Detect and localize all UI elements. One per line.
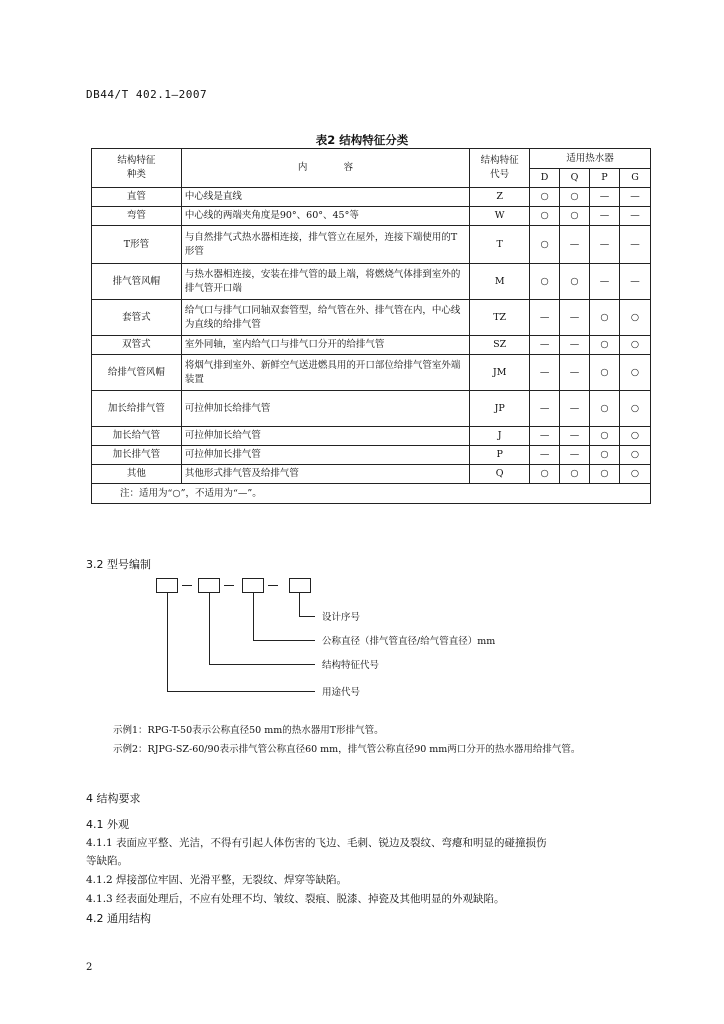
row-code: M	[470, 264, 530, 300]
header-code-line2: 代号	[490, 169, 510, 180]
label-structure-code: 结构特征代号	[322, 660, 380, 671]
header-type-line2: 种类	[126, 169, 146, 180]
row-applicability: —	[619, 188, 650, 207]
row-applicability: —	[530, 427, 560, 446]
row-applicability: ○	[530, 188, 560, 207]
row-code: Q	[470, 465, 530, 484]
table-row	[92, 188, 651, 207]
row-applicability: ○	[530, 465, 560, 484]
row-content: 可拉伸加长排气管	[181, 446, 469, 465]
row-applicability: —	[560, 300, 590, 336]
row-code: W	[470, 207, 530, 226]
row-type: 套管式	[92, 300, 182, 336]
table-row	[92, 446, 651, 465]
row-applicability: —	[560, 355, 590, 391]
table-row	[92, 264, 651, 300]
row-applicability: —	[530, 300, 560, 336]
row-content: 室外同轴，室内给气口与排气口分开的给排气管	[181, 336, 469, 355]
header-col-q: Q	[560, 169, 590, 188]
row-applicability: ○	[590, 391, 620, 427]
header-col-g: G	[619, 169, 650, 188]
header-code-line1: 结构特征	[480, 155, 519, 166]
row-content: 中心线的两端夹角度是90°、60°、45°等	[181, 207, 469, 226]
table-row	[92, 336, 651, 355]
row-applicability: ○	[560, 465, 590, 484]
row-code: Z	[470, 188, 530, 207]
separator-dash	[182, 585, 192, 586]
table-row	[92, 391, 651, 427]
row-code: J	[470, 427, 530, 446]
row-code: T	[470, 226, 530, 264]
row-code: TZ	[470, 300, 530, 336]
row-type: 弯管	[92, 207, 182, 226]
leader-line	[167, 593, 168, 691]
row-applicability: —	[590, 207, 620, 226]
leader-line	[209, 664, 315, 665]
row-applicability: ○	[590, 446, 620, 465]
row-applicability: ○	[530, 264, 560, 300]
table-row	[92, 226, 651, 264]
row-applicability: —	[619, 226, 650, 264]
row-applicability: —	[530, 391, 560, 427]
separator-dash	[268, 585, 278, 586]
row-applicability: —	[560, 446, 590, 465]
label-usage-code: 用途代号	[322, 687, 361, 698]
table-row	[92, 465, 651, 484]
standard-number: DB44/T 402.1—2007	[86, 88, 208, 101]
header-code	[470, 149, 530, 188]
section-4-2-title: 4.2 通用结构	[86, 912, 151, 925]
table-row	[92, 207, 651, 226]
code-box-4	[289, 578, 311, 593]
row-applicability: ○	[560, 207, 590, 226]
header-content: 内 容	[181, 149, 469, 188]
row-applicability: ○	[590, 300, 620, 336]
row-content: 可拉伸加长给气管	[181, 427, 469, 446]
row-type: 加长给排气管	[92, 391, 182, 427]
row-type: 给排气管风帽	[92, 355, 182, 391]
table-row	[92, 427, 651, 446]
page-number: 2	[86, 962, 93, 973]
code-box-2	[198, 578, 220, 593]
row-applicability: —	[560, 391, 590, 427]
row-content: 给气口与排气口同轴双套管型，给气管在外、排气管在内，中心线为直线的给排气管	[181, 300, 469, 336]
example-1: 示例1：RPG-T-50表示公称直径50 mm的热水器用T形排气管。	[113, 725, 384, 736]
table-row	[92, 355, 651, 391]
code-box-1	[156, 578, 178, 593]
leader-line	[167, 691, 315, 692]
row-content: 将烟气排到室外、新鲜空气送进燃具用的开口部位给排气管室外端装置	[181, 355, 469, 391]
row-applicability: ○	[590, 336, 620, 355]
row-applicability: ○	[619, 300, 650, 336]
leader-line	[253, 640, 315, 641]
header-type-line1: 结构特征	[117, 155, 156, 166]
row-applicability: —	[619, 264, 650, 300]
separator-dash	[224, 585, 234, 586]
row-applicability: ○	[619, 465, 650, 484]
row-applicability: —	[590, 188, 620, 207]
row-applicability: —	[560, 336, 590, 355]
clause-4-1-1-cont: 等缺陷。	[86, 855, 128, 867]
section-4-1-title: 4.1 外观	[86, 818, 129, 831]
row-content: 中心线是直线	[181, 188, 469, 207]
table-caption: 表2 结构特征分类	[315, 133, 409, 147]
leader-line	[253, 593, 254, 640]
header-col-p: P	[590, 169, 620, 188]
row-applicability: ○	[590, 355, 620, 391]
row-applicability: —	[530, 336, 560, 355]
clause-4-1-2: 4.1.2 焊接部位牢固、光滑平整，无裂纹、焊穿等缺陷。	[86, 874, 348, 886]
row-content: 其他形式排气管及给排气管	[181, 465, 469, 484]
row-content: 与自然排气式热水器相连接，排气管立在屋外，连接下端使用的T形管	[181, 226, 469, 264]
row-applicability: ○	[619, 427, 650, 446]
header-col-d: D	[530, 169, 560, 188]
section-4-title: 4 结构要求	[86, 792, 141, 805]
clause-4-1-1: 4.1.1 表面应平整、光洁，不得有引起人体伤害的飞边、毛刺、锐边及裂纹、弯瘪和明显的碰撞损伤	[86, 837, 547, 849]
row-type: T形管	[92, 226, 182, 264]
code-box-3	[242, 578, 264, 593]
clause-4-1-3: 4.1.3 经表面处理后，不应有处理不均、皱纹、裂痕、脱漆、掉瓷及其他明显的外观缺陷。	[86, 893, 505, 905]
row-applicability: —	[590, 264, 620, 300]
row-applicability: ○	[619, 336, 650, 355]
row-code: P	[470, 446, 530, 465]
row-code: JP	[470, 391, 530, 427]
row-code: SZ	[470, 336, 530, 355]
row-applicability: —	[619, 207, 650, 226]
row-applicability: —	[530, 355, 560, 391]
row-applicability: —	[590, 226, 620, 264]
header-applicable-heater: 适用热水器	[530, 149, 651, 169]
row-applicability: ○	[619, 355, 650, 391]
row-applicability: ○	[530, 207, 560, 226]
row-applicability: —	[560, 226, 590, 264]
row-applicability: ○	[560, 188, 590, 207]
example-2: 示例2：RJPG-SZ-60/90表示排气管公称直径60 mm，排气管公称直径90 mm两口分开的热水器用给排气管。	[113, 744, 581, 755]
row-applicability: ○	[560, 264, 590, 300]
row-applicability: ○	[590, 465, 620, 484]
row-type: 直管	[92, 188, 182, 207]
row-code: JM	[470, 355, 530, 391]
row-applicability: —	[530, 446, 560, 465]
row-type: 排气管风帽	[92, 264, 182, 300]
leader-line	[299, 593, 300, 616]
row-type: 加长给气管	[92, 427, 182, 446]
row-type: 其他	[92, 465, 182, 484]
row-type: 加长排气管	[92, 446, 182, 465]
label-nominal-diameter: 公称直径（排气管直径/给气管直径）mm	[322, 636, 496, 647]
leader-line	[209, 593, 210, 664]
row-applicability: ○	[590, 427, 620, 446]
row-content: 与热水器相连接，安装在排气管的最上端，将燃烧气体排到室外的排气管开口端	[181, 264, 469, 300]
row-applicability: ○	[530, 226, 560, 264]
row-type: 双管式	[92, 336, 182, 355]
section-3-2-title: 3.2 型号编制	[86, 558, 151, 571]
table-row	[92, 300, 651, 336]
row-applicability: ○	[619, 391, 650, 427]
row-applicability: —	[560, 427, 590, 446]
row-content: 可拉伸加长给排气管	[181, 391, 469, 427]
header-type	[92, 149, 182, 188]
structure-classification-table	[91, 148, 651, 504]
label-design-serial: 设计序号	[322, 612, 361, 623]
row-applicability: ○	[619, 446, 650, 465]
leader-line	[299, 616, 315, 617]
table-note: 注：适用为“○”，不适用为“—”。	[92, 484, 651, 504]
